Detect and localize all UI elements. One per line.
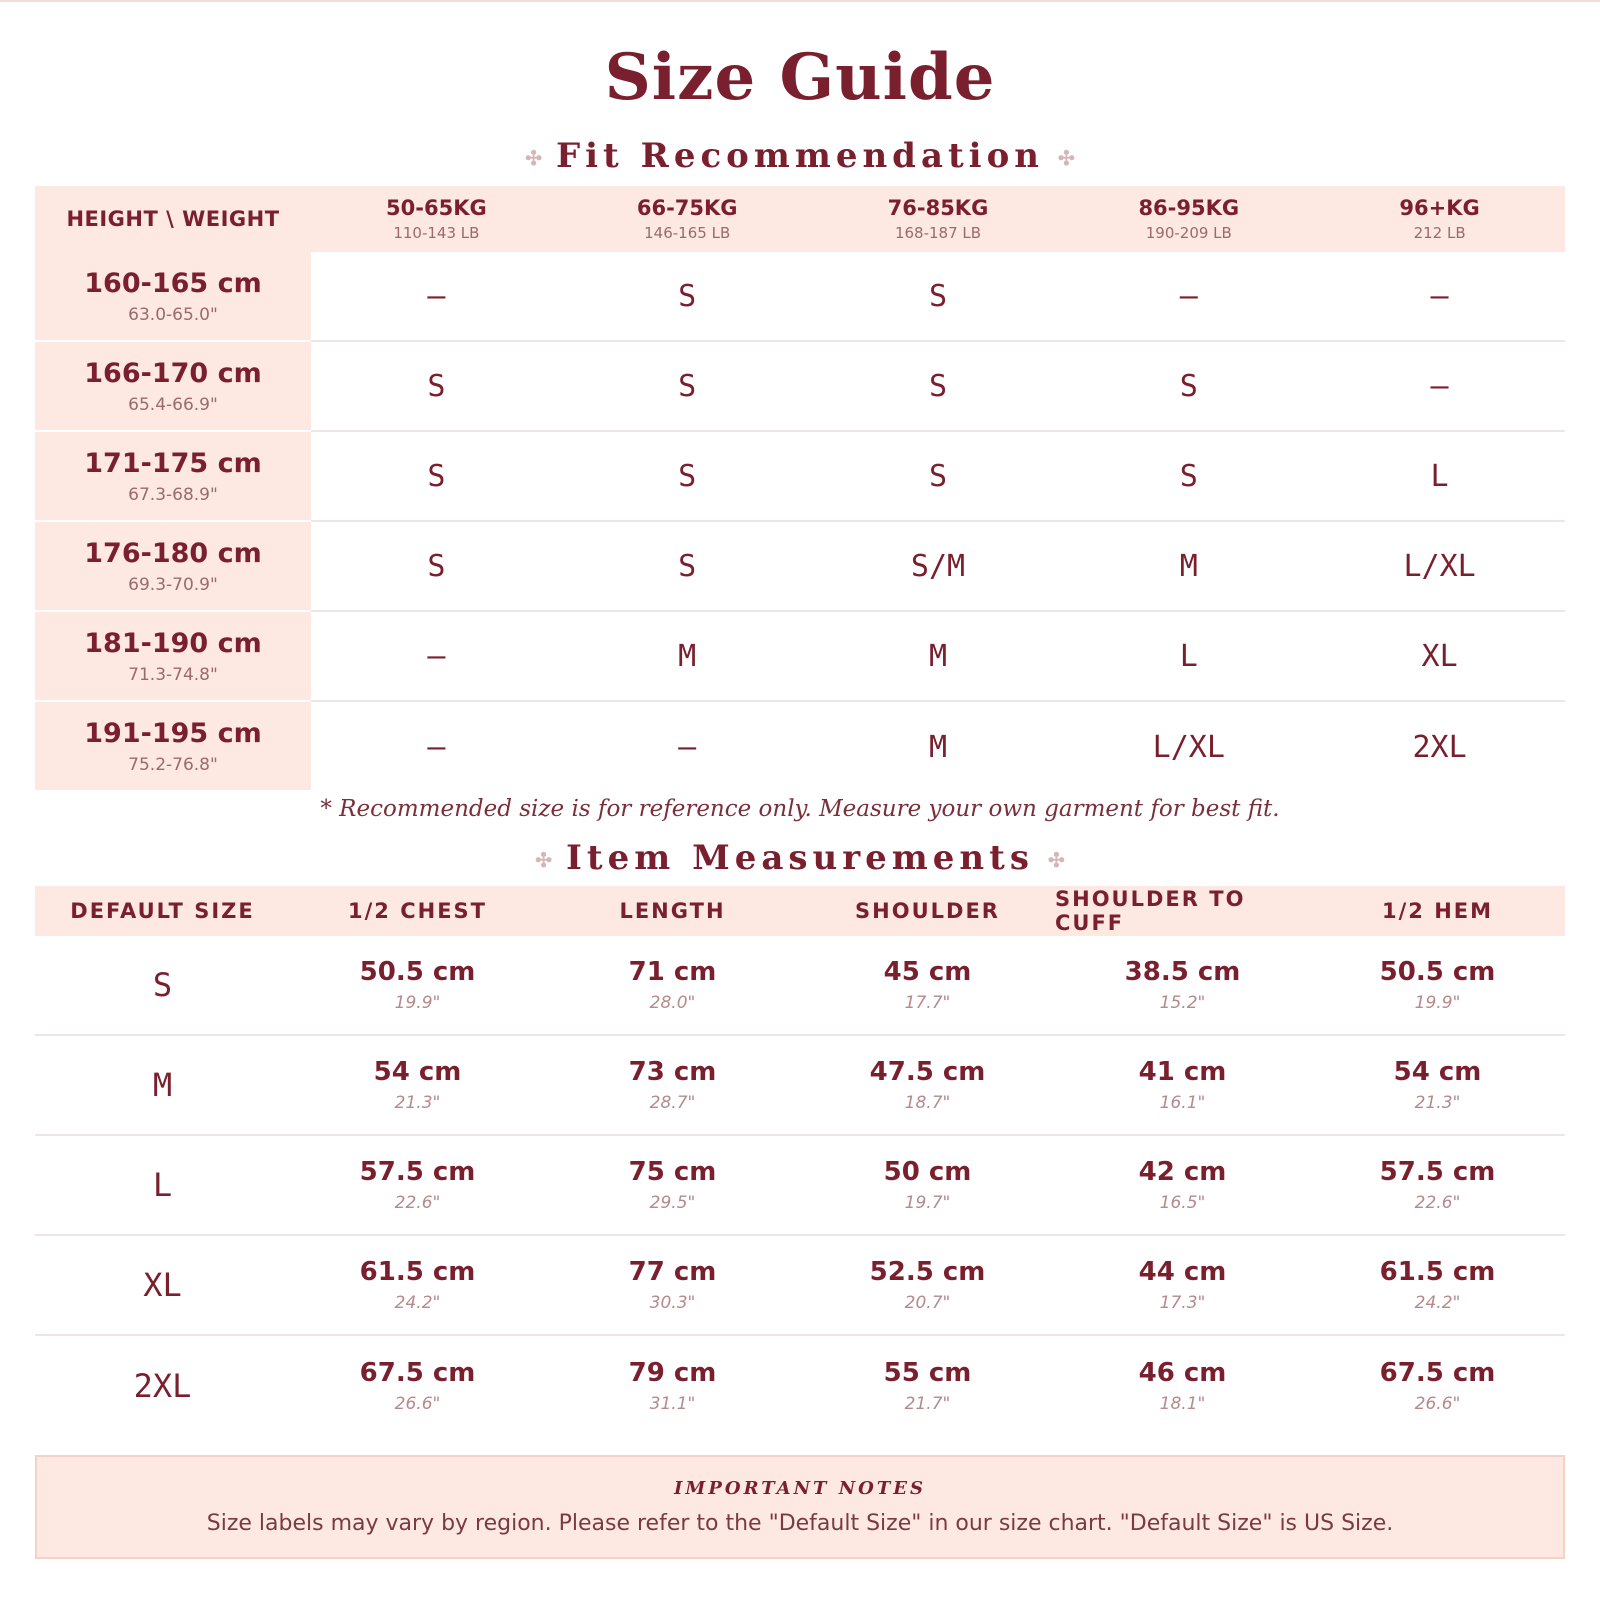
value-cm: 46 cm [1138, 1358, 1227, 1388]
height-inches: 69.3-70.9" [128, 574, 218, 595]
value-cm: 54 cm [1393, 1057, 1482, 1087]
size-cell: – [427, 729, 446, 765]
page-title: Size Guide [604, 40, 996, 115]
measure-cell [290, 1136, 545, 1234]
measure-cell [290, 936, 545, 1034]
size-cell: S [928, 458, 948, 494]
fit-cells [311, 522, 1565, 612]
weight-column-header [1063, 186, 1314, 252]
measure-cell [1310, 1236, 1565, 1334]
top-divider [0, 0, 1600, 2]
value-cm: 75 cm [628, 1157, 717, 1187]
value-cm: 55 cm [883, 1358, 972, 1388]
value-inches: 21.3" [1414, 1093, 1461, 1113]
value-cm: 54 cm [373, 1057, 462, 1087]
value-cm: 61.5 cm [359, 1257, 476, 1287]
height-row-header [35, 612, 311, 702]
size-label: L [152, 1166, 173, 1204]
size-label: 2XL [133, 1367, 192, 1405]
value-cm: 67.5 cm [359, 1358, 476, 1388]
column-header: SHOULDER [855, 899, 1000, 923]
value-cm: 47.5 cm [869, 1057, 986, 1087]
table-row [35, 702, 1565, 792]
size-cell: S [427, 548, 446, 584]
height-cm: 191-195 cm [84, 717, 262, 749]
value-cm: 73 cm [628, 1057, 717, 1087]
ornament-icon: ✣ [1058, 146, 1075, 170]
value-inches: 20.7" [904, 1293, 951, 1313]
notes-text: Size labels may vary by region. Please refer to the "Default Size" in our size chart. "Default Size" is US Size. [206, 1511, 1394, 1536]
value-inches: 28.7" [649, 1093, 696, 1113]
value-inches: 18.7" [904, 1093, 951, 1113]
measure-cell [290, 1236, 545, 1334]
measure-cell [800, 1036, 1055, 1134]
ornament-icon: ✣ [1047, 848, 1065, 872]
measure-cell [1055, 936, 1310, 1034]
table-row [35, 1036, 1565, 1136]
size-cell: S [1179, 368, 1198, 404]
value-cm: 71 cm [628, 957, 717, 987]
value-cm: 50.5 cm [359, 957, 476, 987]
value-inches: 21.7" [904, 1394, 951, 1414]
height-row-header [35, 252, 311, 342]
value-cm: 50 cm [883, 1157, 972, 1187]
table-row [35, 432, 1565, 522]
value-cm: 50.5 cm [1379, 957, 1496, 987]
measure-cell [800, 1236, 1055, 1334]
size-cell: S [427, 458, 446, 494]
size-cell: S [678, 368, 697, 404]
size-cell: M [1179, 548, 1198, 584]
measure-cell [1310, 1036, 1565, 1134]
value-cm: 57.5 cm [1379, 1157, 1496, 1187]
size-cell: S/M [910, 548, 966, 584]
column-header: 1/2 HEM [1381, 899, 1494, 923]
fit-cells [311, 702, 1565, 792]
measure-section-title [0, 838, 1600, 878]
weight-lb: 146-165 LB [644, 224, 731, 242]
height-inches: 63.0-65.0" [128, 304, 218, 325]
table-row [35, 612, 1565, 702]
weight-kg: 66-75KG [636, 196, 738, 220]
value-cm: 79 cm [628, 1358, 717, 1388]
weight-column-header [813, 186, 1064, 252]
table-row [35, 522, 1565, 612]
size-cell: S [678, 278, 697, 314]
fit-section-title-text: Fit Recommendation [556, 136, 1044, 176]
value-cm: 44 cm [1138, 1257, 1227, 1287]
height-inches: 65.4-66.9" [128, 394, 218, 415]
weight-kg: 50-65KG [386, 196, 487, 220]
size-cell: L/XL [1403, 548, 1476, 584]
measure-cell [1055, 1236, 1310, 1334]
size-cell: M [928, 729, 948, 765]
measure-cell [290, 1336, 545, 1436]
value-inches: 28.0" [649, 993, 696, 1013]
weight-kg: 96+KG [1399, 196, 1480, 220]
value-cm: 52.5 cm [869, 1257, 986, 1287]
measure-section-title-text: Item Measurements [566, 838, 1034, 878]
fit-disclaimer: * Recommended size is for reference only. Measure your own garment for best fit. [320, 796, 1280, 822]
value-inches: 16.1" [1159, 1093, 1206, 1113]
value-cm: 77 cm [628, 1257, 717, 1287]
measure-cell [1310, 1336, 1565, 1436]
size-cell: – [678, 729, 697, 765]
value-inches: 19.7" [904, 1193, 951, 1213]
size-cell: S [678, 548, 697, 584]
weight-lb: 168-187 LB [894, 224, 982, 242]
value-inches: 24.2" [1414, 1293, 1461, 1313]
column-header: 1/2 CHEST [348, 899, 487, 923]
measure-cell [1310, 936, 1565, 1034]
height-row-header [35, 522, 311, 612]
size-cell: L [1430, 458, 1449, 494]
size-cell: – [1430, 368, 1449, 404]
value-inches: 22.6" [394, 1193, 441, 1213]
value-inches: 22.6" [1414, 1193, 1461, 1213]
value-cm: 42 cm [1138, 1157, 1227, 1187]
column-header: SHOULDER TO CUFF [1055, 887, 1246, 935]
measure-cell [545, 1236, 800, 1334]
size-cell: XL [1421, 638, 1458, 674]
height-row-header [35, 702, 311, 792]
measure-cell [800, 1336, 1055, 1436]
weight-lb: 110-143 LB [393, 224, 480, 242]
measure-cell [545, 1136, 800, 1234]
weight-lb: 212 LB [1413, 224, 1466, 242]
measure-cell [800, 936, 1055, 1034]
value-cm: 38.5 cm [1124, 957, 1241, 987]
fit-cells [311, 342, 1565, 432]
table-row [35, 1336, 1565, 1436]
column-header: LENGTH [619, 899, 726, 923]
table-row [35, 1136, 1565, 1236]
height-cm: 166-170 cm [84, 357, 262, 389]
height-row-header [35, 432, 311, 522]
measure-table-header [35, 886, 1565, 936]
size-cell: – [427, 638, 446, 674]
value-cm: 61.5 cm [1379, 1257, 1496, 1287]
measure-cell [545, 1336, 800, 1436]
measure-cell [1055, 1136, 1310, 1234]
value-inches: 19.9" [1414, 993, 1461, 1013]
measure-cell [1055, 1336, 1310, 1436]
value-inches: 29.5" [649, 1193, 696, 1213]
value-inches: 30.3" [649, 1293, 696, 1313]
measure-cell [1310, 1136, 1565, 1234]
column-header: DEFAULT SIZE [70, 899, 255, 923]
value-inches: 18.1" [1159, 1394, 1206, 1414]
fit-cells [311, 252, 1565, 342]
size-cell: – [1430, 278, 1449, 314]
size-cell: M [928, 638, 948, 674]
value-inches: 31.1" [649, 1394, 696, 1414]
size-cell: L/XL [1152, 729, 1225, 765]
weight-column-header [562, 186, 813, 252]
measure-cell [545, 936, 800, 1034]
size-cell: S [1179, 458, 1198, 494]
size-cell: – [1179, 278, 1198, 314]
fit-table-header [35, 186, 1565, 252]
size-cell: M [678, 638, 697, 674]
value-inches: 26.6" [394, 1394, 441, 1414]
value-inches: 26.6" [1414, 1394, 1461, 1414]
value-inches: 19.9" [394, 993, 441, 1013]
height-row-header [35, 342, 311, 432]
measure-cell [290, 1036, 545, 1134]
value-cm: 57.5 cm [359, 1157, 476, 1187]
size-label: M [152, 1066, 173, 1104]
table-row [35, 936, 1565, 1036]
value-inches: 17.3" [1159, 1293, 1206, 1313]
value-cm: 45 cm [883, 957, 972, 987]
size-cell: S [928, 278, 948, 314]
weight-kg: 76-85KG [887, 196, 989, 220]
value-inches: 17.7" [904, 993, 951, 1013]
weight-lb: 190-209 LB [1145, 224, 1232, 242]
height-inches: 75.2-76.8" [128, 754, 218, 775]
height-cm: 171-175 cm [84, 447, 262, 479]
table-row [35, 1236, 1565, 1336]
fit-cells [311, 432, 1565, 522]
fit-recommendation-table [35, 186, 1565, 792]
value-inches: 16.5" [1159, 1193, 1206, 1213]
table-row [35, 252, 1565, 342]
height-inches: 71.3-74.8" [128, 664, 218, 685]
value-cm: 67.5 cm [1379, 1358, 1496, 1388]
item-measurements-table [35, 886, 1565, 1436]
size-cell: 2XL [1412, 729, 1467, 765]
fit-section-title [0, 136, 1600, 176]
measure-cell [545, 1036, 800, 1134]
size-cell: S [427, 368, 446, 404]
size-cell: S [678, 458, 697, 494]
measure-cell [1055, 1036, 1310, 1134]
height-cm: 176-180 cm [84, 537, 262, 569]
weight-column-header [1314, 186, 1565, 252]
size-cell: L [1179, 638, 1198, 674]
ornament-icon: ✣ [535, 848, 553, 872]
measure-cell [800, 1136, 1055, 1234]
size-label: XL [143, 1266, 182, 1304]
weight-column-header [311, 186, 562, 252]
table-row [35, 342, 1565, 432]
height-cm: 181-190 cm [84, 627, 262, 659]
size-label: S [152, 966, 173, 1004]
value-inches: 21.3" [394, 1093, 441, 1113]
value-inches: 15.2" [1159, 993, 1206, 1013]
important-notes-box [35, 1455, 1565, 1559]
weight-kg: 86-95KG [1138, 196, 1240, 220]
fit-cells [311, 612, 1565, 702]
height-cm: 160-165 cm [84, 267, 262, 299]
height-weight-label: HEIGHT \ WEIGHT [66, 207, 280, 231]
size-cell: – [427, 278, 446, 314]
ornament-icon: ✣ [525, 146, 542, 170]
notes-title: IMPORTANT NOTES [674, 1478, 926, 1499]
height-inches: 67.3-68.9" [128, 484, 218, 505]
value-cm: 41 cm [1138, 1057, 1227, 1087]
value-inches: 24.2" [394, 1293, 441, 1313]
size-cell: S [928, 368, 948, 404]
